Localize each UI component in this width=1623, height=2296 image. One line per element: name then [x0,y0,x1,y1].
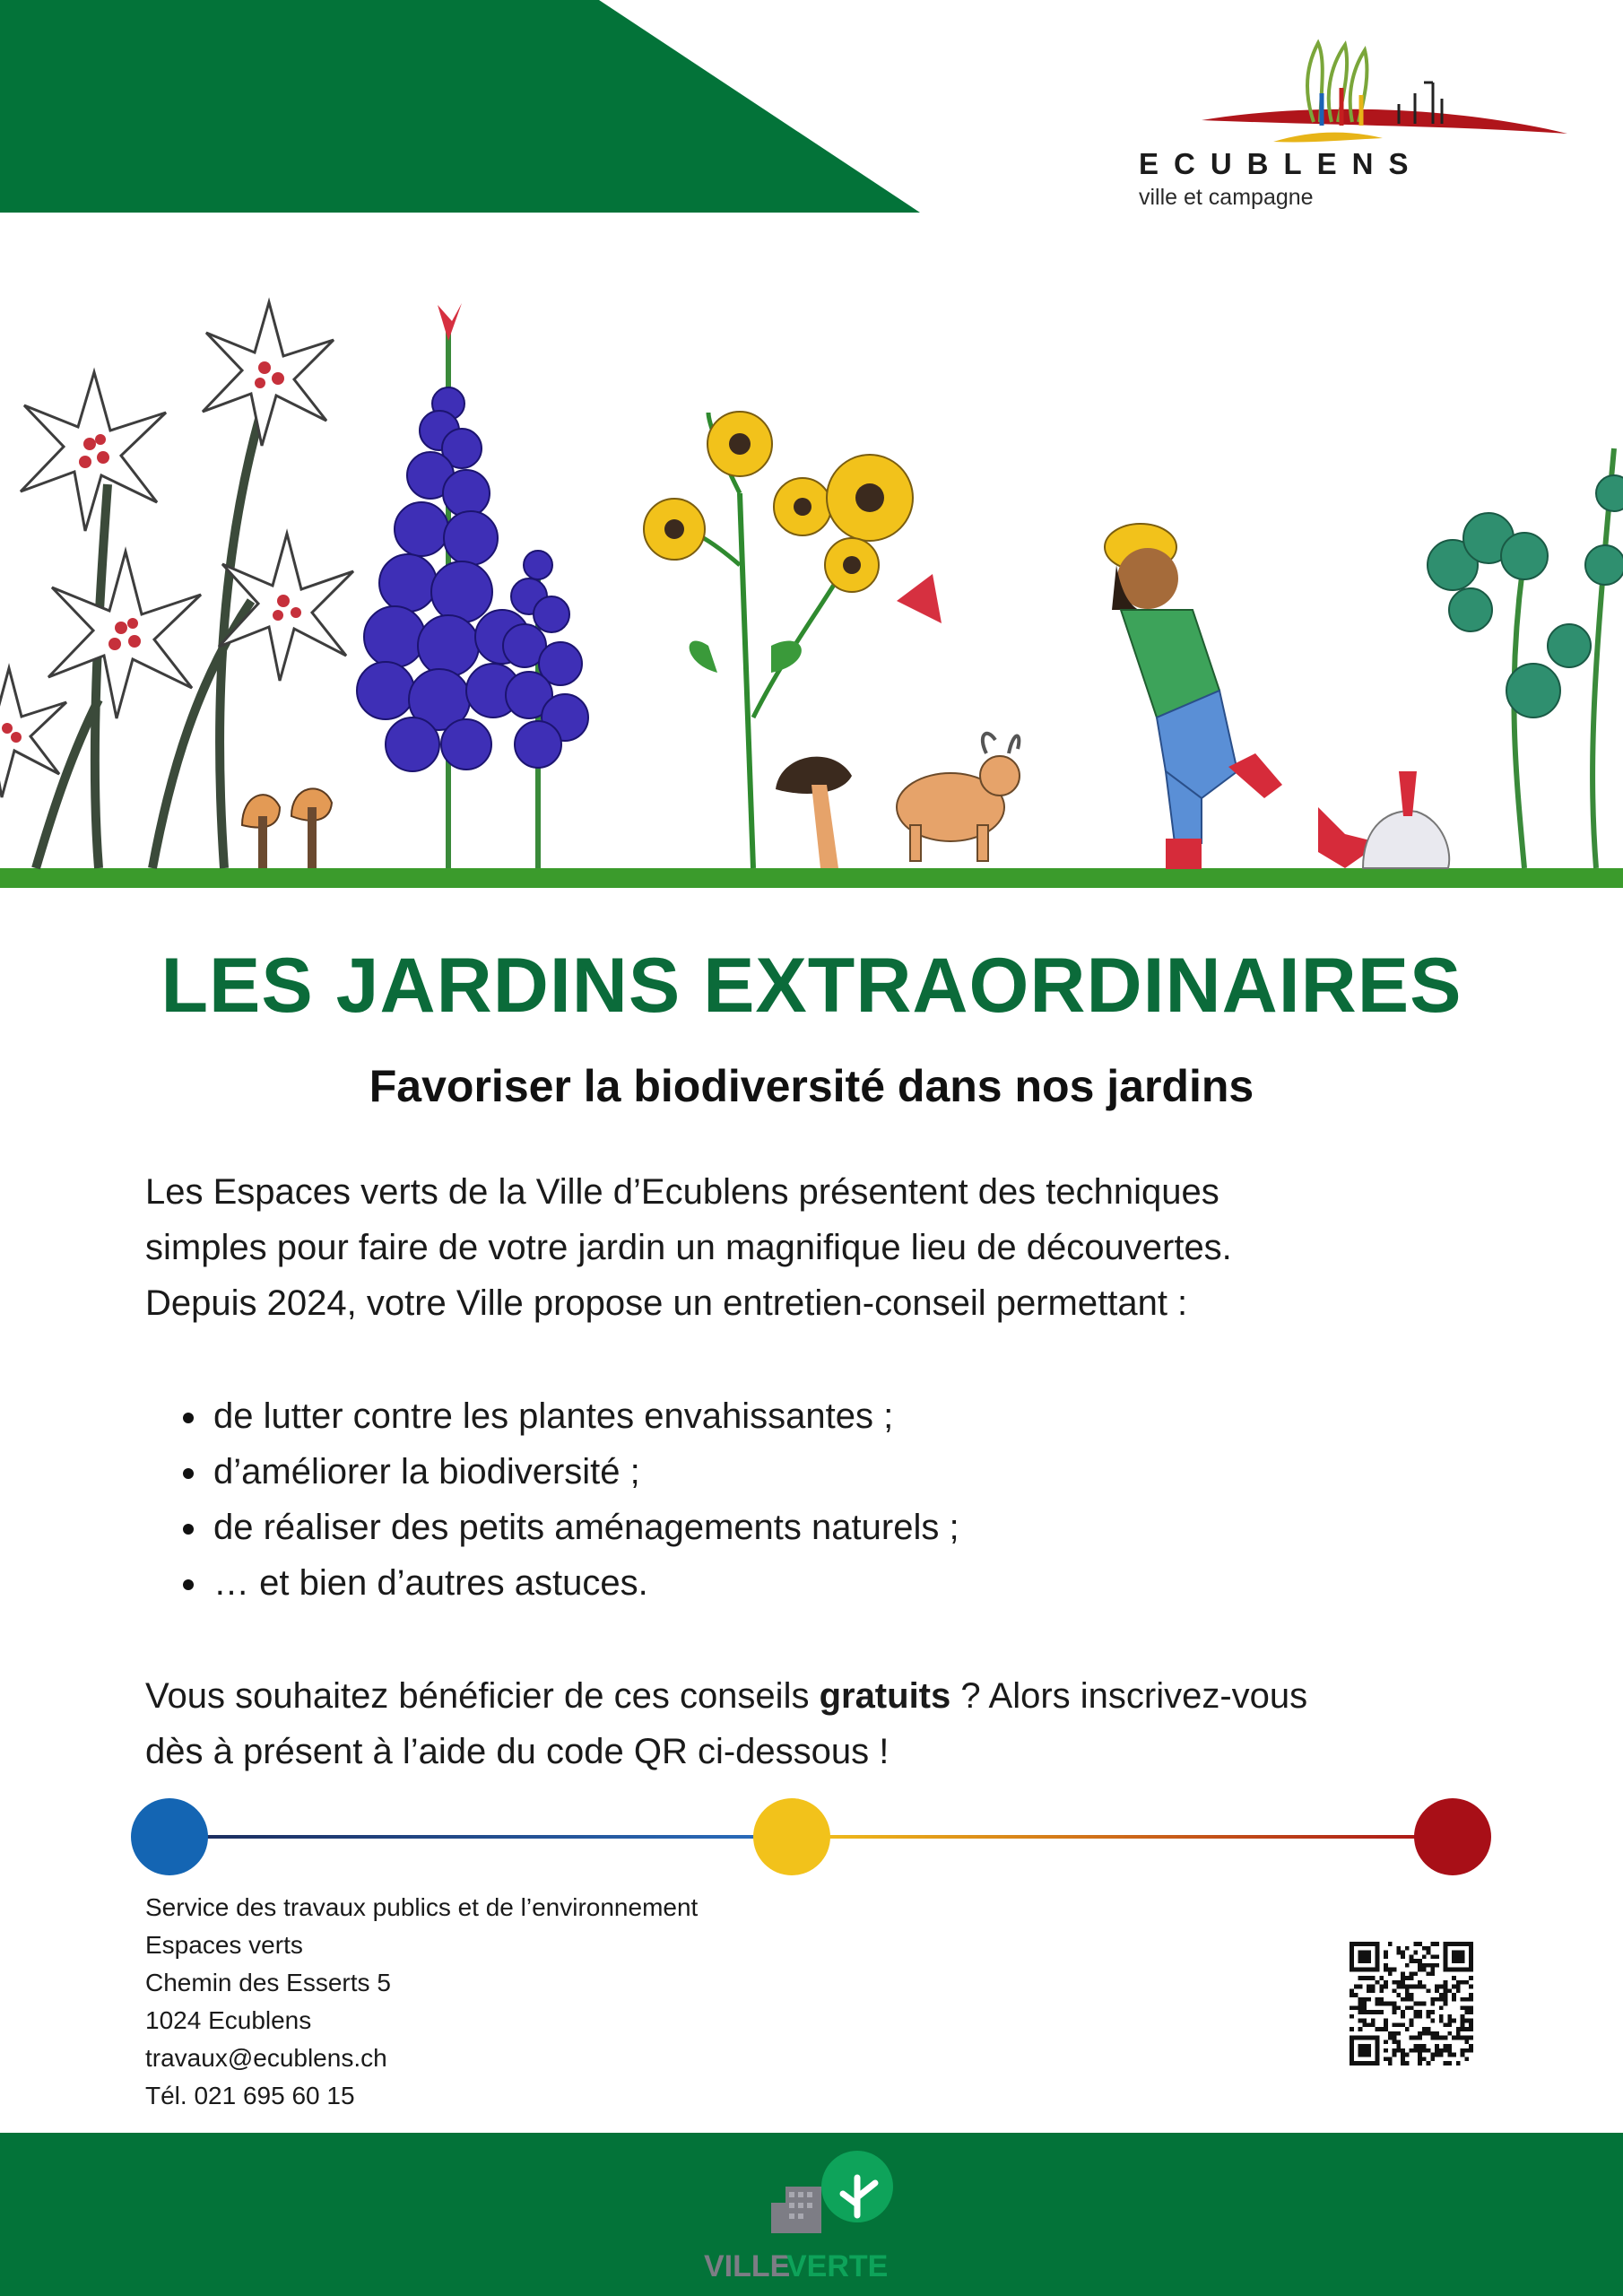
intro-line: Depuis 2024, votre Ville propose un entretien-conseil permettant : [145,1283,1188,1323]
blue-dot [131,1798,208,1875]
cta-text: Vous souhaitez bénéficier de ces conseils [145,1676,820,1716]
list-item: … et bien d’autres astuces. [145,1555,1490,1611]
verte-word: VERTE [786,2249,889,2283]
ecublens-logo [1130,32,1578,221]
call-to-action [145,1668,1508,1779]
page-title: LES JARDINS EXTRAORDINAIRES [161,943,1462,1029]
list-item: de lutter contre les plantes envahissantes ; [145,1388,1490,1444]
color-divider [126,1794,1506,1880]
ecublens-logo-graphic [1130,32,1578,149]
cta-line: dès à présent à l’aide du code QR ci-dessous ! [145,1732,890,1771]
qr-code-icon[interactable] [1350,1942,1473,2066]
cta-free-highlight: gratuits [819,1676,951,1716]
intro-line: Les Espaces verts de la Ville d’Ecublens présentent des techniques [145,1172,1219,1212]
cta-text: ? Alors inscrivez-vous [950,1676,1308,1716]
contact-department: Espaces verts [145,1931,303,1959]
cta-line [145,1668,1508,1724]
contact-street: Chemin des Esserts 5 [145,1969,391,1996]
red-dot [1414,1798,1491,1875]
ville-word: VILLE [704,2249,791,2283]
contact-info [145,1889,952,2115]
contact-service: Service des travaux publics et de l’environnement [145,1893,699,1921]
benefits-list [145,1388,1490,1611]
garden-illustration [0,269,1623,888]
contact-email[interactable]: travaux@ecublens.ch [145,2044,387,2072]
top-green-banner [0,0,920,213]
intro-line: simples pour faire de votre jardin un magnifique lieu de découvertes. [145,1228,1232,1267]
list-item: d’améliorer la biodiversité ; [145,1444,1490,1500]
ville-verte-logo [699,2151,924,2285]
list-item: de réaliser des petits aménagements naturels ; [145,1500,1490,1555]
page-subtitle: Favoriser la biodiversité dans nos jardins [369,1061,1254,1111]
yellow-dot [753,1798,830,1875]
contact-city: 1024 Ecublens [145,2006,312,2034]
logo-tagline: ville et campagne [1139,185,1314,210]
logo-wordmark: ECUBLENS [1139,147,1424,180]
intro-paragraph [145,1164,1490,1331]
contact-phone[interactable]: Tél. 021 695 60 15 [145,2082,355,2109]
